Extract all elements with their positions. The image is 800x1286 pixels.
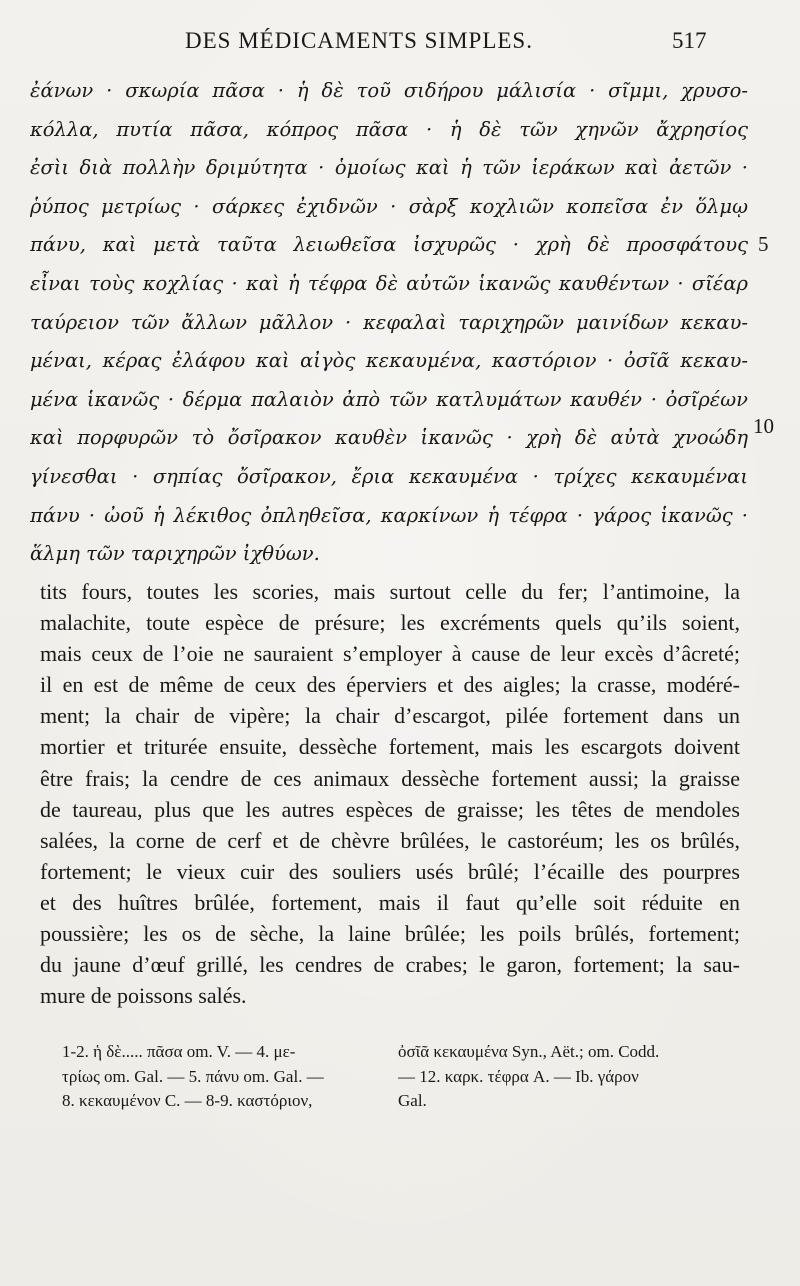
french-line: de taureau, plus que les autres espèces de graisse; les têtes de mendoles xyxy=(40,796,740,822)
apparatus-right-column xyxy=(398,1040,738,1114)
apparatus-line: ὀσῖᾶ κεκαυμένα Syn., Aët.; om. Codd. xyxy=(398,1042,660,1061)
french-line: ment; la chair de vipère; la chair d’escargot, pilée fortement dans un xyxy=(40,703,740,729)
greek-line: ἐσὶι διὰ πολλὴν δριμύτητα · ὁμοίως καὶ ἡ τῶν ἱεράκων καὶ ἀετῶν · xyxy=(30,156,748,180)
apparatus-line: 1-2. ἡ δὲ..... πᾶσα om. V. — 4. με- xyxy=(62,1042,296,1061)
running-title: DES MÉDICAMENTS SIMPLES. xyxy=(185,28,533,53)
greek-line: κόλλα, πυτία πᾶσα, κόπρος πᾶσα · ἡ δὲ τῶν χηνῶν ἄχρησίος xyxy=(30,117,748,141)
french-line: salées, la corne de cerf et de chèvre brûlées, le castoréum; les os brûlés, xyxy=(40,827,740,853)
french-line: fortement; le vieux cuir des souliers usés brûlé; l’écaille des pourpres xyxy=(40,858,740,884)
greek-line: ἐάνων · σκωρία πᾶσα · ἡ δὲ τοῦ σιδήρου μάλισία · σῖμμι, χρυσο- xyxy=(30,79,748,102)
french-line: poussière; les os de sèche, la laine brûlée; les poils brûlés, fortement; xyxy=(40,921,740,947)
greek-line: γίνεσθαι · σηπίας ὄσῖρακον, ἔρια κεκαυμένα · τρίχες κεκαυμέναι xyxy=(30,464,748,488)
french-line: il en est de même de ceux des éperviers et des aigles; la crasse, modéré- xyxy=(40,672,740,698)
apparatus-line: 8. κεκαυμένον C. — 8-9. καστόριον, xyxy=(62,1091,313,1110)
greek-line: καὶ πορφυρῶν τὸ ὄσῖρακον καυθὲν ἱκανῶς · χρὴ δὲ αὐτὰ χνοώδη xyxy=(30,426,748,450)
apparatus-line: Gal. xyxy=(398,1091,427,1110)
apparatus-left-column xyxy=(62,1040,402,1114)
greek-line: μένα ἱκανῶς · δέρμα παλαιὸν ἀπὸ τῶν κατλυμάτων καυθέν · ὀσῖρέων xyxy=(30,387,748,411)
french-translation-block xyxy=(40,576,740,1011)
french-line: être frais; la cendre de ces animaux dessèche fortement aussi; la graisse xyxy=(40,765,740,791)
greek-line: εἶναι τοὺς κοχλίας · καὶ ἡ τέφρα δὲ αὐτῶν ἱκανῶς καυθέντων · σῖέαρ xyxy=(30,271,748,295)
greek-line: ἅλμη τῶν ταριχηρῶν ἰχθύων. xyxy=(30,542,320,566)
line-number-margin: 10 xyxy=(753,414,774,438)
french-line: et des huîtres brûlée, fortement, mais il faut qu’elle soit réduite en xyxy=(40,889,740,915)
page-header xyxy=(0,28,800,58)
apparatus-line: τρίως om. Gal. — 5. πάνυ om. Gal. — xyxy=(62,1066,324,1086)
greek-line: ταύρειον τῶν ἄλλων μᾶλλον · κεφαλαὶ ταριχηρῶν μαινίδων κεκαυ- xyxy=(30,310,748,334)
greek-line: ῥύπος μετρίως · σάρκες ἐχιδνῶν · σὰρξ κοχλιῶν κοπεῖσα ἐν ὅλμῳ xyxy=(30,194,748,218)
page-number: 517 xyxy=(672,28,707,53)
french-line: tits fours, toutes les scories, mais surtout celle du fer; l’antimoine, la xyxy=(40,579,740,604)
greek-text-block xyxy=(30,72,748,574)
greek-line: μέναι, κέρας ἐλάφου καὶ αἰγὸς κεκαυμένα, καστόριον · ὀσῖᾶ κεκαυ- xyxy=(30,349,748,373)
greek-line: πάνυ · ὠοῦ ἡ λέκιθος ὀπληθεῖσα, καρκίνων ἡ τέφρα · γάρος ἱκανῶς · xyxy=(30,503,748,527)
line-number-margin: 5 xyxy=(758,232,769,256)
apparatus-line: — 12. καρκ. τέφρα A. — Ib. γάρον xyxy=(398,1066,639,1086)
greek-line: πάνυ, καὶ μετὰ ταῦτα λειωθεῖσα ἰσχυρῶς · χρὴ δὲ προσφάτους xyxy=(30,233,748,257)
french-line: mortier et triturée ensuite, dessèche fortement, mais les escargots doivent xyxy=(40,734,740,760)
french-line: malachite, toute espèce de présure; les excréments quels qu’ils soient, xyxy=(40,610,740,636)
french-line: mais ceux de l’oie ne sauraient s’employer à cause de leur excès d’âcreté; xyxy=(40,641,740,667)
french-line: du jaune d’œuf grillé, les cendres de crabes; le garon, fortement; la sau- xyxy=(40,952,740,978)
french-line: mure de poissons salés. xyxy=(40,983,247,1009)
